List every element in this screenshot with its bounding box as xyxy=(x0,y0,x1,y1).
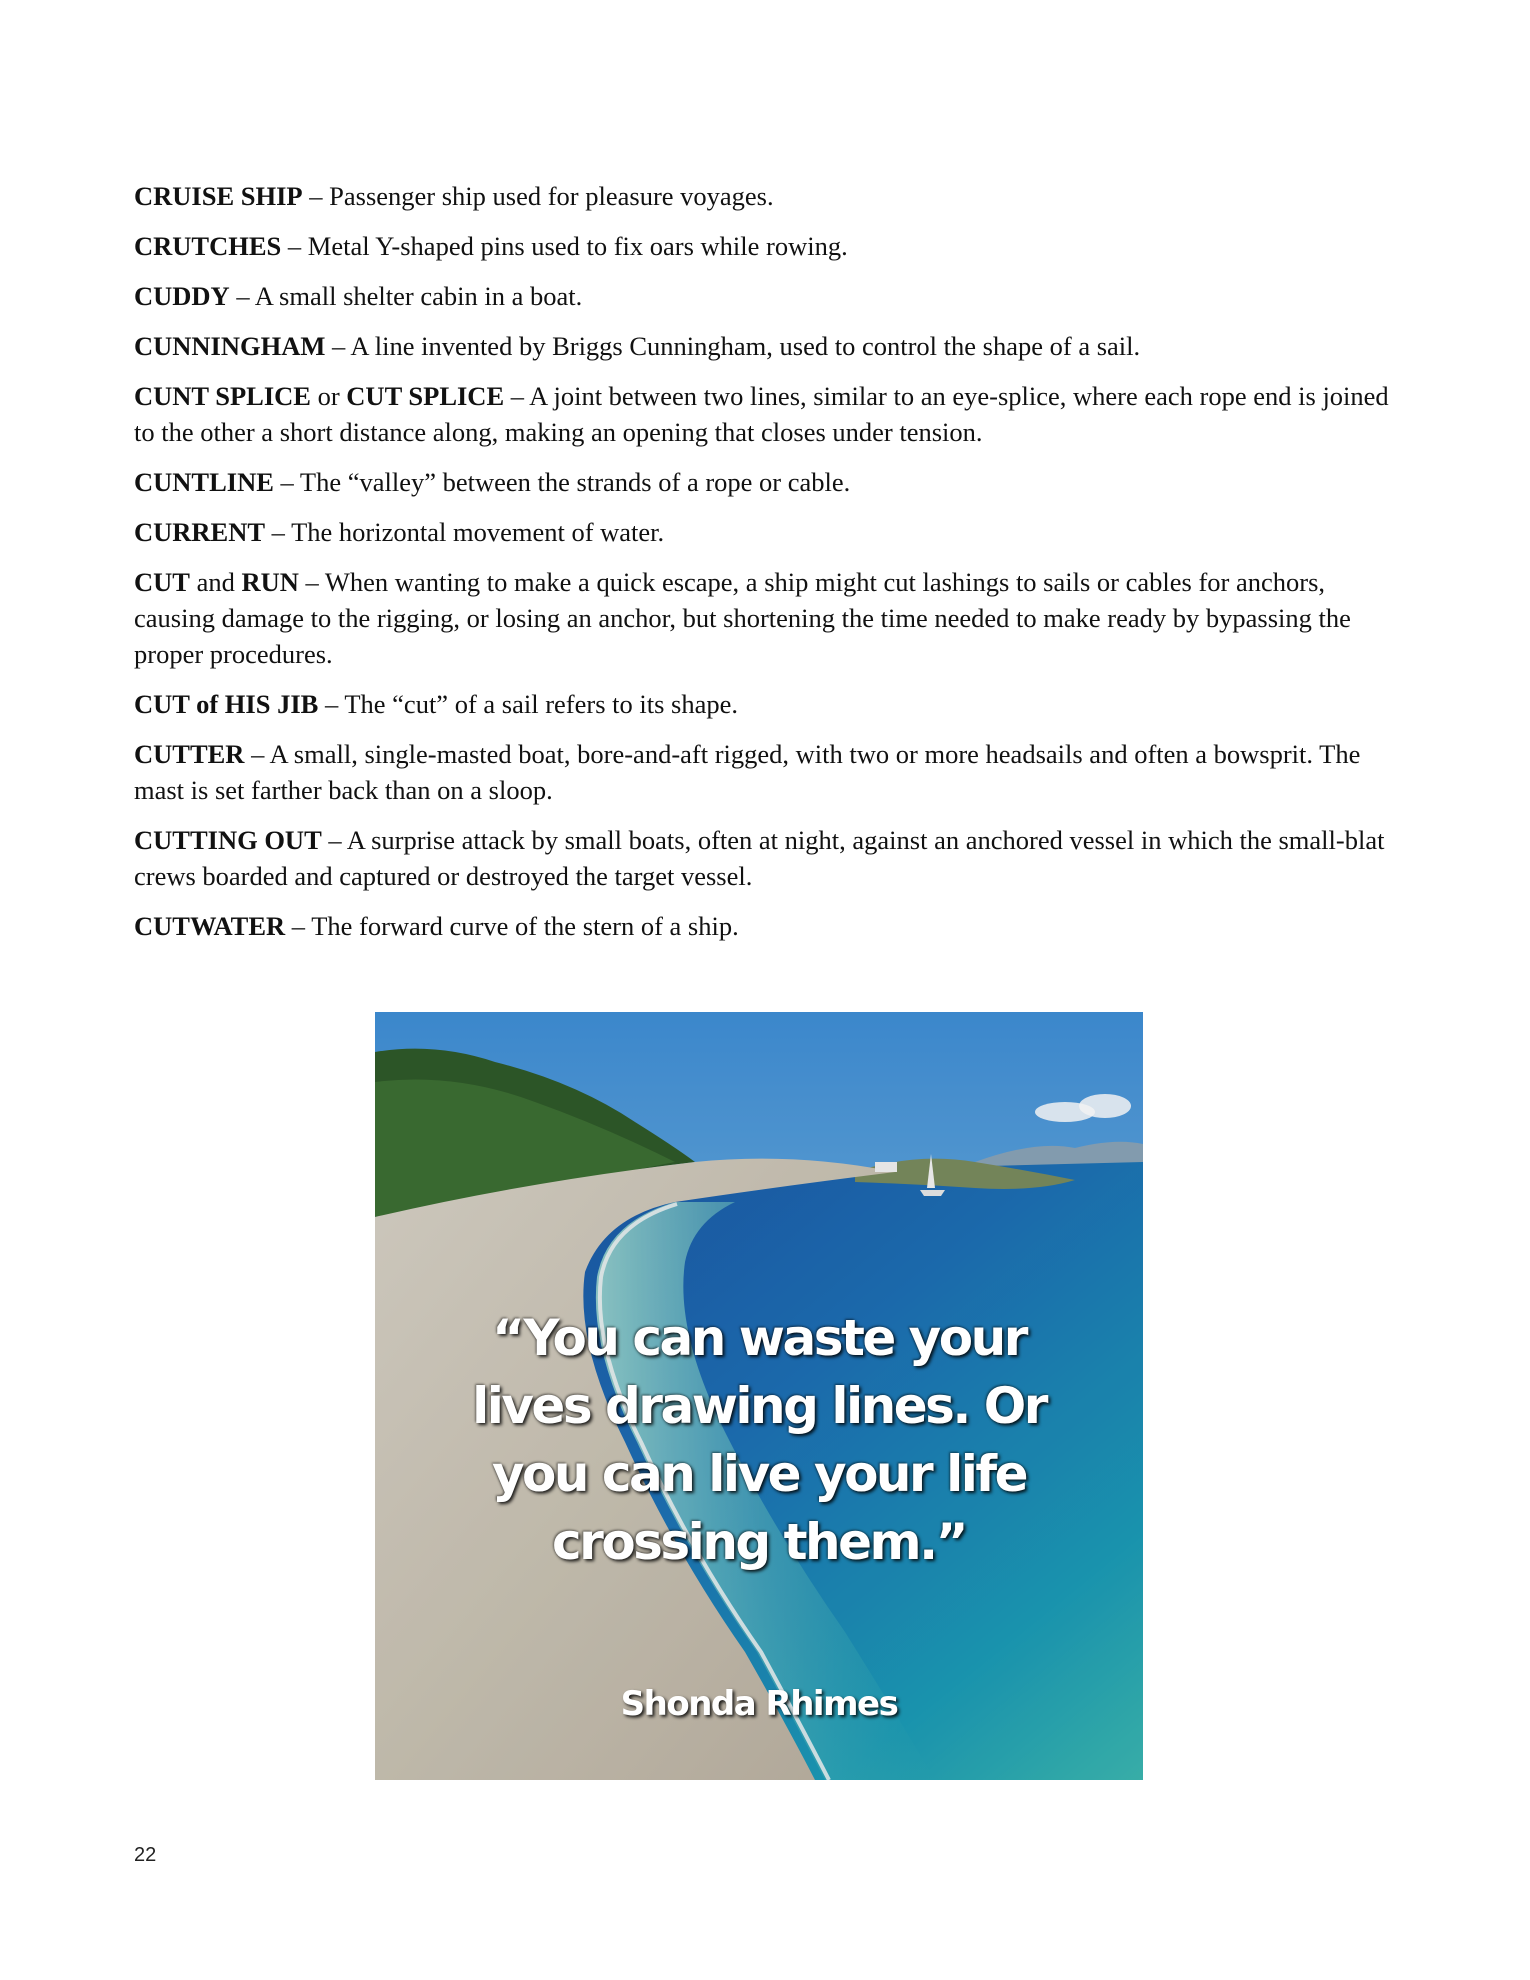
entry-term: CUNTLINE xyxy=(134,467,274,497)
quote-author: Shonda Rhimes xyxy=(620,1684,898,1724)
entry-term: CUDDY xyxy=(134,281,230,311)
glossary-entry xyxy=(134,564,1404,672)
entry-term: CRUTCHES xyxy=(134,231,282,261)
glossary-entry xyxy=(134,278,1404,314)
entry-term: CUTWATER xyxy=(134,911,286,941)
entry-definition: or xyxy=(310,381,347,411)
glossary-entry xyxy=(134,178,1404,214)
glossary-entry xyxy=(134,514,1404,550)
quote-image xyxy=(375,1012,1143,1780)
entry-definition: – The forward curve of the stern of a ship. xyxy=(285,911,739,941)
quote-text: “You can waste your lives drawing lines. Or you can live your life crossing them.” xyxy=(472,1309,1046,1571)
entry-definition: – A line invented by Briggs Cunningham, used to control the shape of a sail. xyxy=(325,331,1141,361)
entry-term: CRUISE SHIP xyxy=(134,181,303,211)
glossary-entry xyxy=(134,378,1404,450)
entry-definition: – A small shelter cabin in a boat. xyxy=(229,281,583,311)
entry-term: CUTTER xyxy=(134,739,245,769)
entry-term: CUT SPLICE xyxy=(346,381,505,411)
glossary-entry xyxy=(134,736,1404,808)
glossary-entry xyxy=(134,464,1404,500)
entry-term: CUNNINGHAM xyxy=(134,331,326,361)
glossary-entry xyxy=(134,822,1404,894)
entry-definition: – The “valley” between the strands of a rope or cable. xyxy=(273,467,851,497)
entry-definition: and xyxy=(189,567,242,597)
entry-definition: – A joint between two lines, similar to an eye-splice, where each rope end is joined to the other a short distance along, making an opening that closes under tension. xyxy=(134,381,1389,447)
page-number: 22 xyxy=(134,1844,157,1866)
entry-definition: – A surprise attack by small boats, often at night, against an anchored vessel in which the small-blat crews boarded and captured or destroyed the target vessel. xyxy=(134,825,1385,891)
entry-term: RUN xyxy=(241,567,299,597)
entry-definition: – Passenger ship used for pleasure voyages. xyxy=(302,181,774,211)
entry-definition: – The “cut” of a sail refers to its shape. xyxy=(318,689,739,719)
entry-term: CUT xyxy=(134,567,190,597)
glossary-entry xyxy=(134,908,1404,944)
entry-term: CUT of HIS JIB xyxy=(134,689,319,719)
entry-definition: – When wanting to make a quick escape, a ship might cut lashings to sails or cables for anchors, causing damage to the rigging, or losing an anchor, but shortening the time needed to make ready by bypassing the proper procedures. xyxy=(134,567,1351,669)
glossary-entry xyxy=(134,228,1404,264)
glossary-entry xyxy=(134,328,1404,364)
glossary-entry xyxy=(134,686,1404,722)
entry-term: CUNT SPLICE xyxy=(134,381,311,411)
entry-definition: – The horizontal movement of water. xyxy=(265,517,665,547)
entry-term: CUTTING OUT xyxy=(134,825,322,855)
entry-term: CURRENT xyxy=(134,517,266,547)
entry-definition: – Metal Y-shaped pins used to fix oars while rowing. xyxy=(281,231,848,261)
entry-definition: – A small, single-masted boat, bore-and-aft rigged, with two or more headsails and often a bowsprit. The mast is set farther back than on a sloop. xyxy=(134,739,1361,805)
glossary-entries xyxy=(134,178,1404,958)
